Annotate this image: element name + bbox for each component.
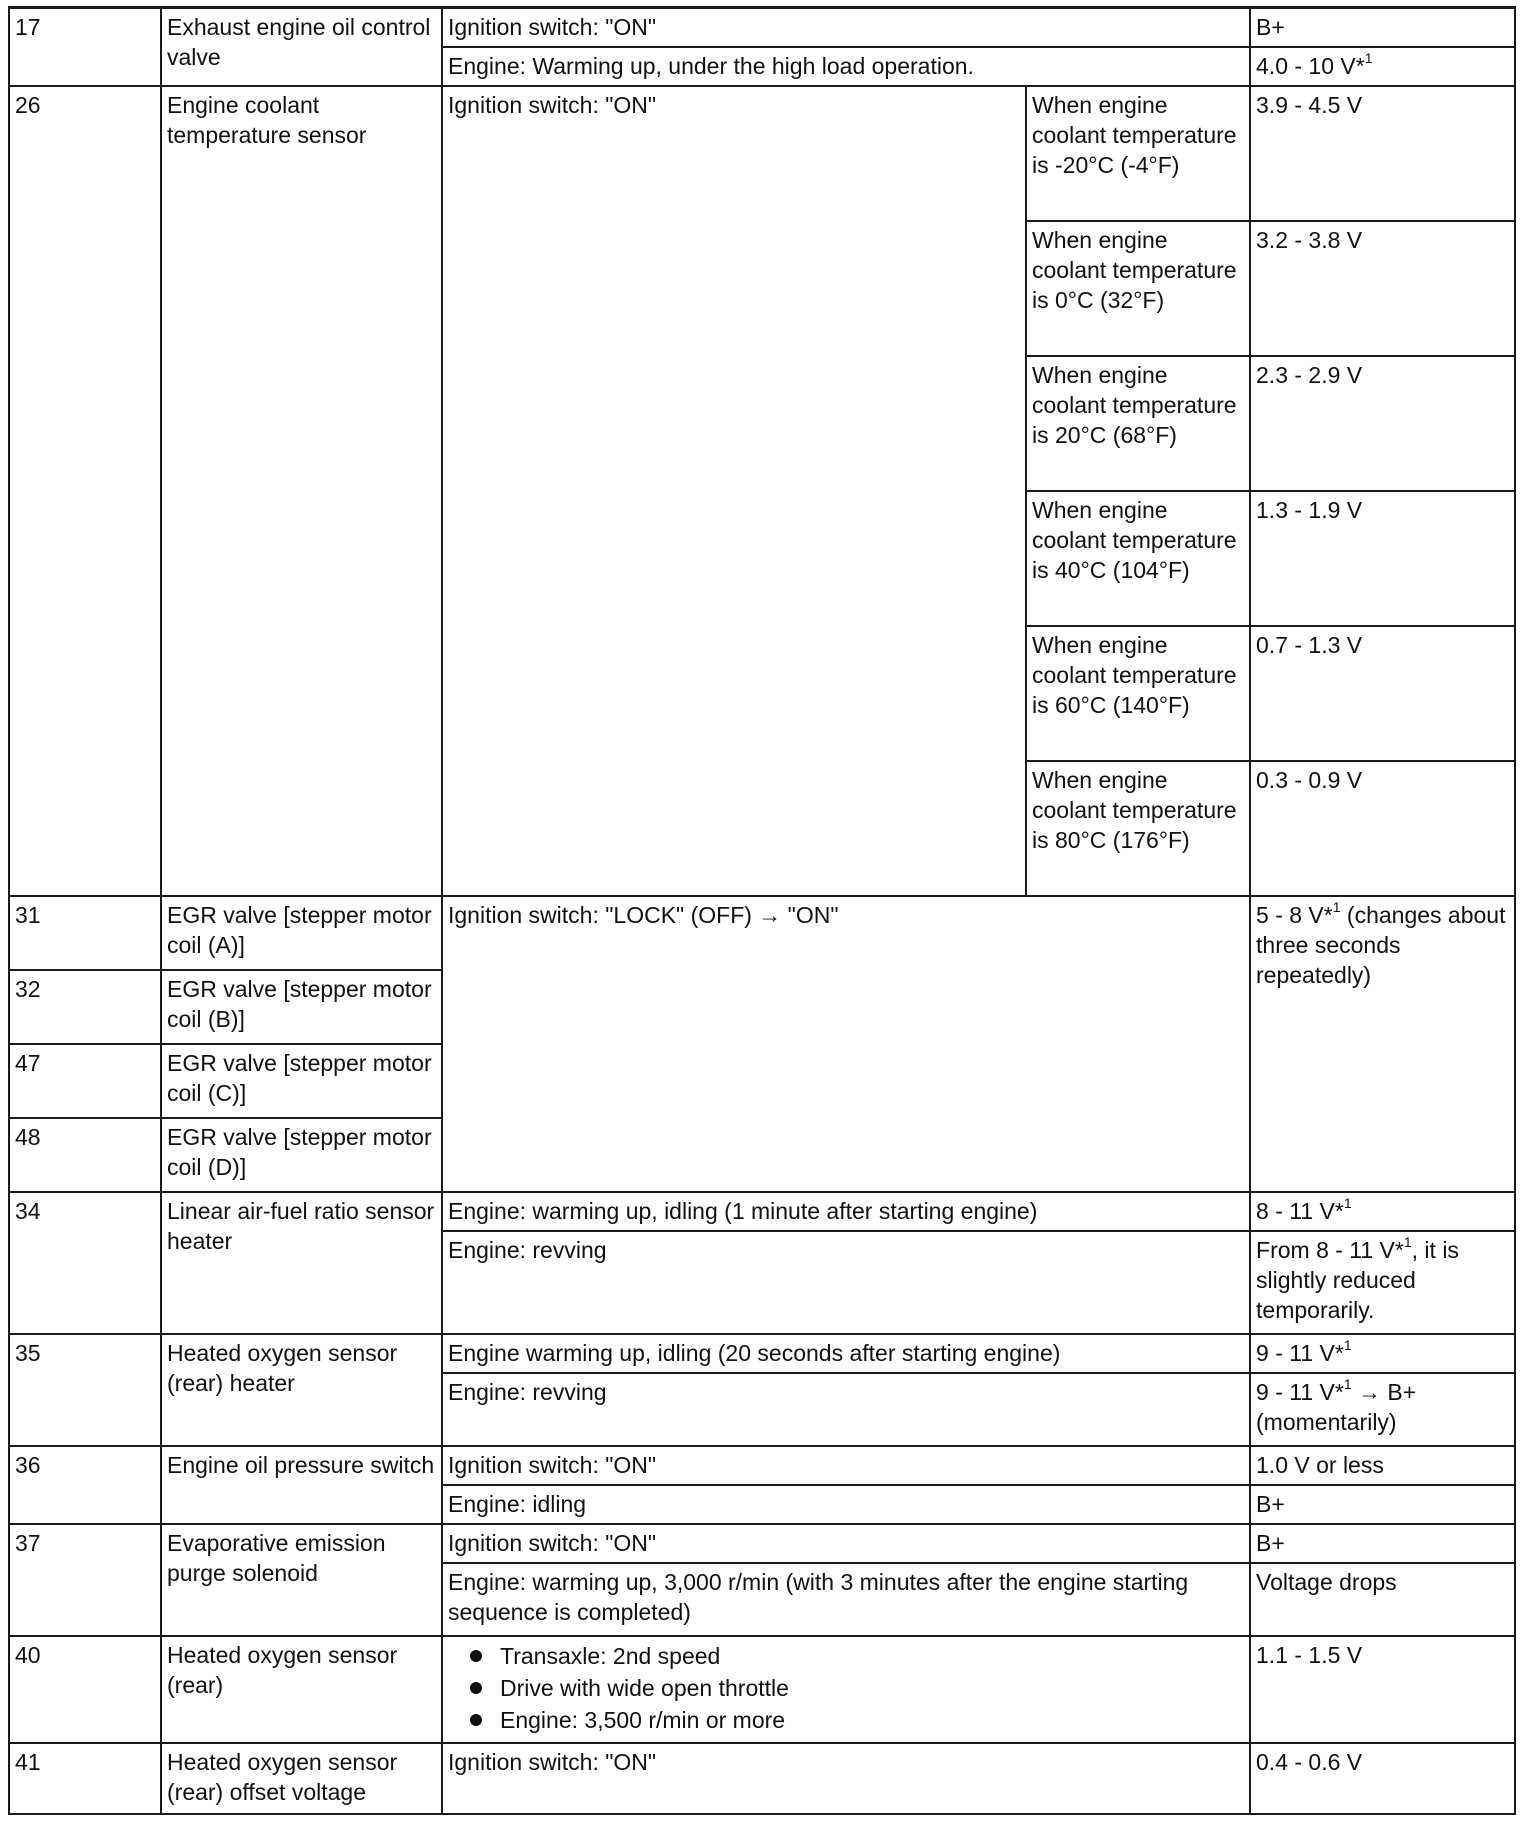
terminal-number: 31 (9, 896, 161, 970)
terminal-number: 34 (9, 1192, 161, 1334)
standard-value: 0.7 - 1.3 V (1250, 626, 1515, 761)
check-item: EGR valve [stepper motor coil (D)] (161, 1118, 442, 1192)
terminal-voltage-table (8, 6, 1516, 1815)
standard-value: 1.0 V or less (1250, 1446, 1515, 1485)
standard-value: B+ (1250, 1485, 1515, 1524)
table-row (9, 86, 1515, 221)
check-item: Engine coolant temperature sensor (161, 86, 442, 896)
check-item: Heated oxygen sensor (rear) (161, 1636, 442, 1743)
standard-value: 4.0 - 10 V*$^1$ (1250, 47, 1515, 86)
terminal-number: 37 (9, 1524, 161, 1636)
table-row (9, 1334, 1515, 1373)
sub-condition: When engine coolant temperature is 20°C (68°F) (1026, 356, 1250, 491)
check-item: Engine oil pressure switch (161, 1446, 442, 1524)
terminal-number: 47 (9, 1044, 161, 1118)
table-row (9, 1636, 1515, 1743)
table-row (9, 1524, 1515, 1563)
condition: Engine: warming up, idling (1 minute after starting engine) (442, 1192, 1250, 1231)
check-item: Evaporative emission purge solenoid (161, 1524, 442, 1636)
check-item: EGR valve [stepper motor coil (C)] (161, 1044, 442, 1118)
table-row (9, 8, 1515, 48)
terminal-number: 41 (9, 1743, 161, 1814)
check-item: EGR valve [stepper motor coil (B)] (161, 970, 442, 1044)
terminal-number: 32 (9, 970, 161, 1044)
standard-value: 9 - 11 V*$^1$ (1250, 1334, 1515, 1373)
terminal-number: 26 (9, 86, 161, 896)
condition: Engine: warming up, 3,000 r/min (with 3 minutes after the engine starting sequence is completed) (442, 1563, 1250, 1636)
condition: Ignition switch: "LOCK" (OFF) → "ON" (442, 896, 1250, 1192)
bullet-item: Transaxle: 2nd speed (470, 1640, 1244, 1672)
check-item: Exhaust engine oil control valve (161, 8, 442, 87)
check-item: Heated oxygen sensor (rear) heater (161, 1334, 442, 1446)
standard-value: From 8 - 11 V*$^1$, it is slightly reduced temporarily. (1250, 1231, 1515, 1334)
terminal-number: 40 (9, 1636, 161, 1743)
condition-list (442, 1636, 1250, 1743)
sub-condition: When engine coolant temperature is 60°C (140°F) (1026, 626, 1250, 761)
standard-value: B+ (1250, 1524, 1515, 1563)
check-item: Heated oxygen sensor (rear) offset voltage (161, 1743, 442, 1814)
table-row (9, 1192, 1515, 1231)
condition: Engine: revving (442, 1373, 1250, 1446)
sub-condition: When engine coolant temperature is 0°C (32°F) (1026, 221, 1250, 356)
bullet-item: Engine: 3,500 r/min or more (470, 1704, 1244, 1736)
standard-value: 9 - 11 V*$^1$ → B+ (momentarily) (1250, 1373, 1515, 1446)
standard-value: 1.3 - 1.9 V (1250, 491, 1515, 626)
standard-value: 3.9 - 4.5 V (1250, 86, 1515, 221)
bullet-item: Drive with wide open throttle (470, 1672, 1244, 1704)
standard-value: 8 - 11 V*$^1$ (1250, 1192, 1515, 1231)
standard-value: B+ (1250, 8, 1515, 48)
sub-condition: When engine coolant temperature is 40°C (104°F) (1026, 491, 1250, 626)
terminal-number: 48 (9, 1118, 161, 1192)
condition: Ignition switch: "ON" (442, 86, 1026, 896)
condition: Ignition switch: "ON" (442, 1743, 1250, 1814)
terminal-number: 35 (9, 1334, 161, 1446)
condition: Ignition switch: "ON" (442, 1524, 1250, 1563)
terminal-number: 17 (9, 8, 161, 87)
standard-value: 0.4 - 0.6 V (1250, 1743, 1515, 1814)
check-item: EGR valve [stepper motor coil (A)] (161, 896, 442, 970)
condition: Engine: idling (442, 1485, 1250, 1524)
check-item: Linear air-fuel ratio sensor heater (161, 1192, 442, 1334)
condition: Engine warming up, idling (20 seconds after starting engine) (442, 1334, 1250, 1373)
condition: Ignition switch: "ON" (442, 1446, 1250, 1485)
standard-value: Voltage drops (1250, 1563, 1515, 1636)
standard-value: 5 - 8 V*$^1$ (changes about three seconds repeatedly) (1250, 896, 1515, 1192)
sub-condition: When engine coolant temperature is 80°C (176°F) (1026, 761, 1250, 896)
sub-condition: When engine coolant temperature is -20°C (-4°F) (1026, 86, 1250, 221)
condition: Engine: Warming up, under the high load operation. (442, 47, 1250, 86)
terminal-number: 36 (9, 1446, 161, 1524)
table-row (9, 896, 1515, 970)
table-row (9, 1743, 1515, 1814)
standard-value: 1.1 - 1.5 V (1250, 1636, 1515, 1743)
condition: Engine: revving (442, 1231, 1250, 1334)
condition: Ignition switch: "ON" (442, 8, 1250, 48)
table-row (9, 1446, 1515, 1485)
standard-value: 3.2 - 3.8 V (1250, 221, 1515, 356)
standard-value: 0.3 - 0.9 V (1250, 761, 1515, 896)
standard-value: 2.3 - 2.9 V (1250, 356, 1515, 491)
